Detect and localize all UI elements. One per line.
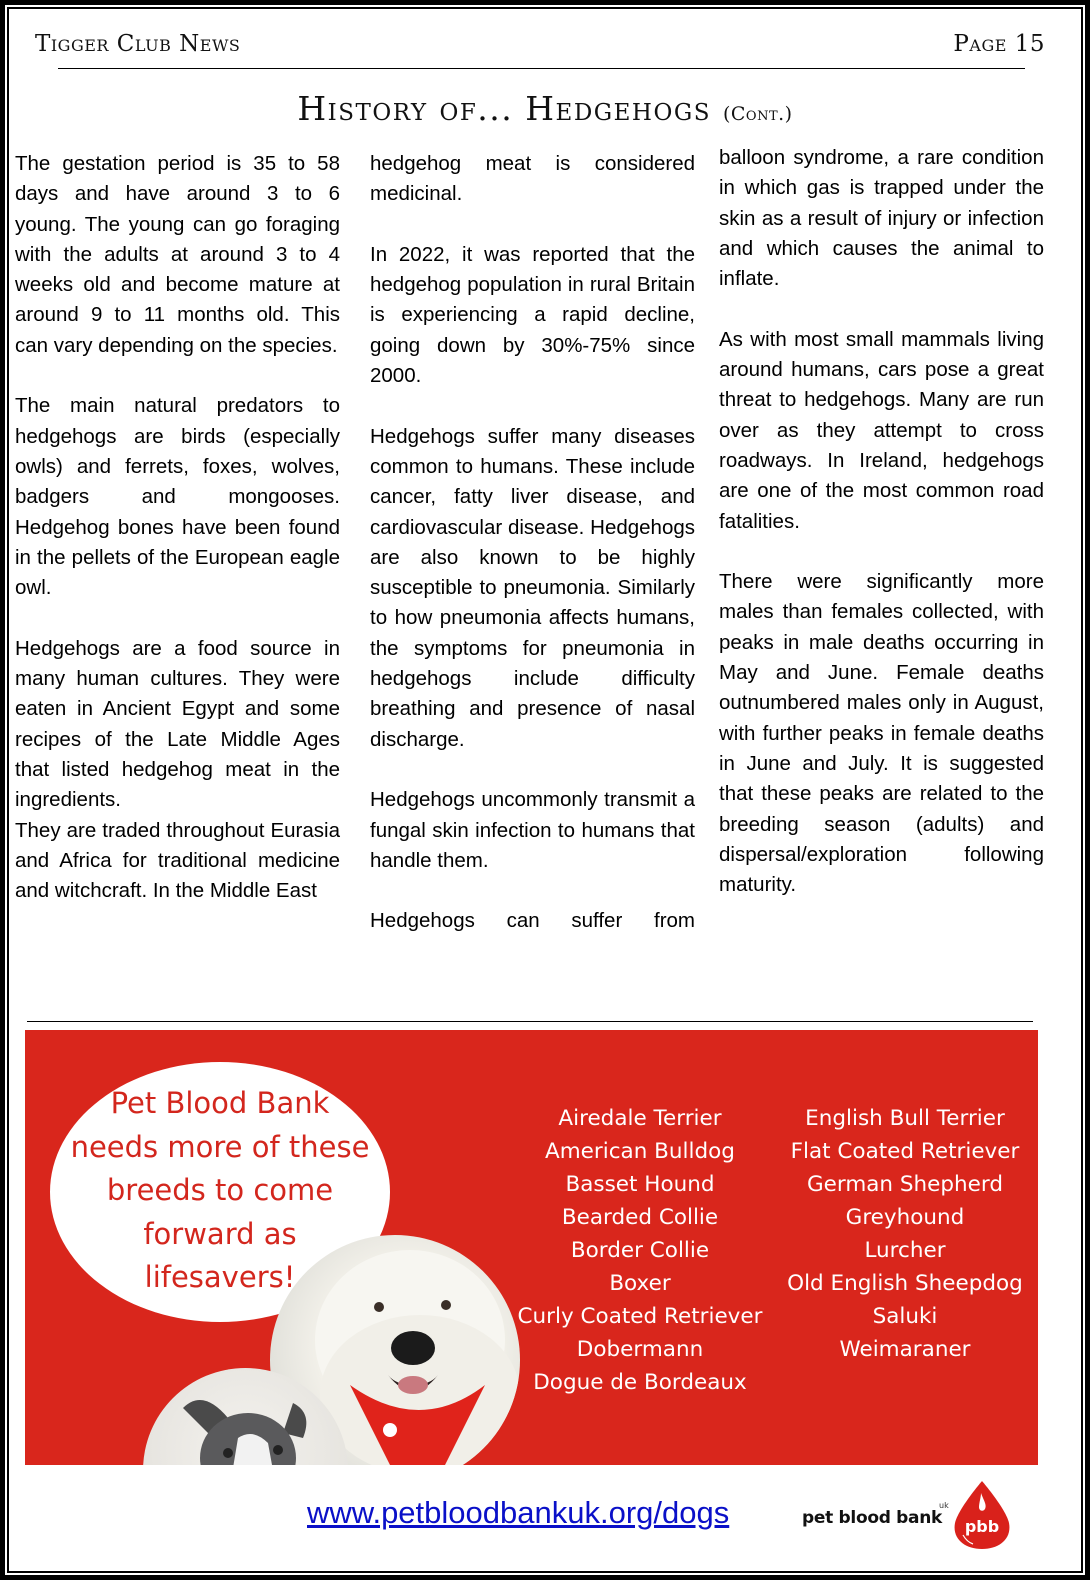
- breed-item: Flat Coated Retriever: [790, 1139, 1020, 1164]
- paragraph: The gestation period is 35 to 58 days and have around 3 to 6 young. The young can go foraging with the adults at around 3 to 4 weeks old and become mature at around 9 to 11 months old. This can vary depending on the species.: [15, 152, 340, 357]
- pet-blood-bank-advert: [25, 1030, 1038, 1465]
- paragraph: They are traded throughout Eurasia and Africa for traditional medicine and witchcraft. In the Middle East: [15, 818, 340, 903]
- breed-item: Bearded Collie: [561, 1205, 719, 1230]
- breed-list-right: [775, 1102, 1035, 1366]
- paragraph: hedgehog meat is considered medicinal.: [370, 152, 695, 206]
- breed-item: Old English Sheepdog: [787, 1271, 1023, 1296]
- article-column-2: [370, 149, 695, 937]
- paragraph: Hedgehogs are a food source in many human cultures. They were eaten in Ancient Egypt and some recipes of the Late Middle Ages that listed hedgehog meat in the ingredients.: [15, 636, 340, 812]
- breed-list-left: [515, 1102, 765, 1399]
- breed-item: Dobermann: [576, 1337, 704, 1362]
- breed-item: English Bull Terrier: [805, 1106, 1005, 1131]
- pet-blood-bank-link[interactable]: www.petbloodbankuk.org/dogs: [307, 1495, 730, 1530]
- article-title-text: History of... Hedgehogs: [297, 89, 711, 128]
- article-title: [5, 89, 1085, 128]
- paragraph: The main natural predators to hedgehogs are birds (especially owls) and ferrets, foxes, wolves, badgers and mongooses. Hedgehog bones have been found in the pellets of the European eagle owl.: [15, 394, 340, 600]
- article-column-3: [719, 143, 1044, 900]
- breed-item: German Shepherd: [806, 1172, 1004, 1197]
- blood-drop-logo-icon: [951, 1479, 1013, 1551]
- breed-item: Curly Coated Retriever: [517, 1304, 763, 1329]
- breed-item: Saluki: [872, 1304, 938, 1329]
- breed-item: Greyhound: [845, 1205, 965, 1230]
- publication-name: Tigger Club News: [35, 31, 241, 57]
- logo-text: pbb: [964, 1517, 1000, 1536]
- paragraph: Hedgehogs can suffer from: [370, 909, 695, 933]
- breed-item: Airedale Terrier: [558, 1106, 722, 1131]
- paragraph: As with most small mammals living around humans, cars pose a great threat to hedgehogs. Many are run over as they attempt to cross roadways. In Ireland, hedgehogs are one of the most common road fatalities.: [719, 327, 1044, 533]
- breed-item: Border Collie: [570, 1238, 710, 1263]
- paragraph: Hedgehogs suffer many diseases common to humans. These include cancer, fatty liver disease, and cardiovascular disease. Hedgehogs are also known to be highly susceptible to pneumonia. Similarly to how pneumonia affects humans, the symptoms for pneumonia in hedgehogs include difficulty breathing and presence of nasal discharge.: [370, 424, 695, 751]
- paragraph: balloon syndrome, a rare condition in which gas is trapped under the skin as a result of injury or infection and which causes the animal to inflate.: [719, 146, 1044, 291]
- section-divider: [27, 1021, 1033, 1022]
- header-divider: [58, 68, 1025, 69]
- breed-item: Dogue de Bordeaux: [533, 1370, 747, 1395]
- brand-name: pet blood bank: [802, 1508, 943, 1528]
- advert-headline: Pet Blood Bank needs more of these breeds to come forward as lifesavers!: [70, 1086, 370, 1294]
- breed-item: Weimaraner: [839, 1337, 971, 1362]
- page-number: Page 15: [953, 31, 1045, 57]
- article-title-suffix: (Cont.): [722, 103, 793, 125]
- paragraph: Hedgehogs uncommonly transmit a fungal skin infection to humans that handle them.: [370, 788, 695, 872]
- page-header: [35, 31, 1045, 61]
- paragraph: In 2022, it was reported that the hedgehog population in rural Britain is experiencing a rapid decline, going down by 30%-75% since 2000.: [370, 242, 695, 388]
- breed-item: Boxer: [609, 1271, 671, 1296]
- breed-item: Basset Hound: [565, 1172, 715, 1197]
- paragraph: There were significantly more males than females collected, with peaks in male deaths occurring in May and June. Female deaths outnumbered males only in August, with further peaks in female deaths in June and July. It is suggested that these peaks are related to the breeding season (adults) and dispersal/exploration following maturity.: [719, 570, 1044, 897]
- article-column-1: [15, 149, 340, 906]
- brand-suffix: uk: [939, 1501, 949, 1510]
- breed-item: Lurcher: [864, 1238, 946, 1263]
- breed-item: American Bulldog: [545, 1139, 735, 1164]
